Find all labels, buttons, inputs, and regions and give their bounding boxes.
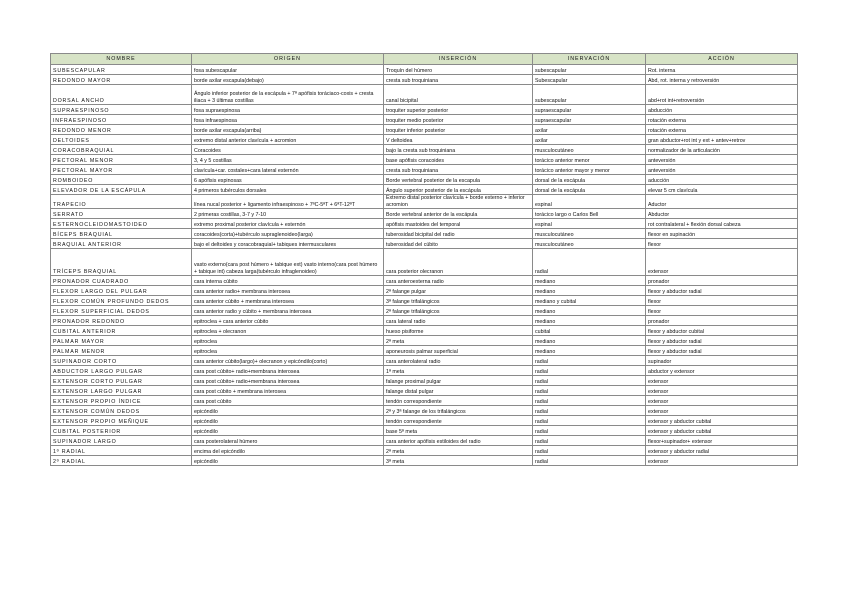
table-row bbox=[51, 336, 798, 346]
cell-nombre: ELEVADOR DE LA ESCÁPULA bbox=[51, 185, 192, 195]
cell-insercion: Borde vertebral anterior de la escápula bbox=[384, 209, 533, 219]
header-accion: ACCIÓN bbox=[646, 54, 798, 65]
cell-insercion: cara posterior olecranon bbox=[384, 249, 533, 276]
cell-inervacion: subescapular bbox=[533, 85, 646, 105]
cell-nombre: TRAPECIO bbox=[51, 195, 192, 209]
table-row bbox=[51, 195, 798, 209]
table-row bbox=[51, 366, 798, 376]
cell-accion: extensor bbox=[646, 249, 798, 276]
cell-insercion: hueso pisiforme bbox=[384, 326, 533, 336]
cell-insercion: 3ª meta bbox=[384, 456, 533, 466]
table-row bbox=[51, 406, 798, 416]
cell-insercion: tendón correspondiente bbox=[384, 396, 533, 406]
cell-origen: 4 primeros tubérculos dorsales bbox=[192, 185, 384, 195]
header-row bbox=[51, 54, 798, 65]
cell-insercion: 2ª falange pulgar bbox=[384, 286, 533, 296]
header-origen: ORIGEN bbox=[192, 54, 384, 65]
cell-nombre: FLEXOR LARGO DEL PULGAR bbox=[51, 286, 192, 296]
table-row bbox=[51, 155, 798, 165]
cell-nombre: CORACOBRAQUIAL bbox=[51, 145, 192, 155]
cell-nombre: SUPINADOR LARGO bbox=[51, 436, 192, 446]
header-inervacion: INERVACIÓN bbox=[533, 54, 646, 65]
table-row bbox=[51, 456, 798, 466]
cell-inervacion: mediano bbox=[533, 276, 646, 286]
cell-nombre: FLEXOR SUPERFICIAL DEDOS bbox=[51, 306, 192, 316]
cell-insercion: falange distal pulgar bbox=[384, 386, 533, 396]
cell-origen: línea nucal posterior + ligamento infraespinoso + 7ªC-5ªT + 6ªT-12ªT bbox=[192, 195, 384, 209]
cell-inervacion: axilar bbox=[533, 125, 646, 135]
cell-inervacion: torácico largo o Carlos Bell bbox=[533, 209, 646, 219]
table-row bbox=[51, 306, 798, 316]
cell-origen: encima del epicóndilo bbox=[192, 446, 384, 456]
table-row bbox=[51, 145, 798, 155]
cell-inervacion: mediano bbox=[533, 316, 646, 326]
cell-accion: flexor+supinador+ extensor bbox=[646, 436, 798, 446]
cell-inervacion: Subescapular bbox=[533, 75, 646, 85]
cell-origen: epicóndilo bbox=[192, 456, 384, 466]
cell-nombre: EXTENSOR COMÚN DEDOS bbox=[51, 406, 192, 416]
cell-inervacion: radial bbox=[533, 366, 646, 376]
cell-accion: Abd, rot. interna y retroversión bbox=[646, 75, 798, 85]
cell-inervacion: espinal bbox=[533, 195, 646, 209]
cell-insercion: tendón correspondiente bbox=[384, 416, 533, 426]
cell-origen: extremo proximal posterior clavícula + esternón bbox=[192, 219, 384, 229]
cell-nombre: PRONADOR REDONDO bbox=[51, 316, 192, 326]
table-row bbox=[51, 446, 798, 456]
cell-inervacion: dorsal de la escápula bbox=[533, 175, 646, 185]
cell-nombre: EXTENSOR PROPIO ÍNDICE bbox=[51, 396, 192, 406]
cell-inervacion: radial bbox=[533, 356, 646, 366]
cell-origen: extremo distal anterior clavícula + acromion bbox=[192, 135, 384, 145]
cell-accion: Abductor bbox=[646, 209, 798, 219]
cell-nombre: FLEXOR COMÚN PROFUNDO DEDOS bbox=[51, 296, 192, 306]
cell-inervacion: torácico anterior mayor y menor bbox=[533, 165, 646, 175]
cell-origen: borde axilar escapula(debajo) bbox=[192, 75, 384, 85]
cell-nombre: REDONDO MAYOR bbox=[51, 75, 192, 85]
cell-nombre: REDONDO MENOR bbox=[51, 125, 192, 135]
cell-origen: Ángulo inferior posterior de la escápula + 7ª apófisis toráciaco-coxis + cresta iliaca + 3 últimas costillas bbox=[192, 85, 384, 105]
cell-insercion: canal bicipital bbox=[384, 85, 533, 105]
cell-origen: coracoides(corta)+tubérculo supraglenoideo(larga) bbox=[192, 229, 384, 239]
cell-origen: epitroclea + olecranon bbox=[192, 326, 384, 336]
cell-insercion: 2ª meta bbox=[384, 336, 533, 346]
table-row bbox=[51, 115, 798, 125]
cell-inervacion: radial bbox=[533, 416, 646, 426]
cell-inervacion: musculocutáneo bbox=[533, 239, 646, 249]
table-row bbox=[51, 416, 798, 426]
cell-accion: Rot. interna bbox=[646, 65, 798, 75]
cell-origen: epicóndilo bbox=[192, 426, 384, 436]
cell-insercion: apófisis mastoides del temporal bbox=[384, 219, 533, 229]
cell-insercion: cara lateral radio bbox=[384, 316, 533, 326]
cell-nombre: ABDUCTOR LARGO PULGAR bbox=[51, 366, 192, 376]
cell-origen: cara anterior cúbito(largo)+ olecranon y epicóndilo(corto) bbox=[192, 356, 384, 366]
cell-insercion: cara anteroexterna radio bbox=[384, 276, 533, 286]
cell-nombre: PALMAR MAYOR bbox=[51, 336, 192, 346]
cell-nombre: BÍCEPS BRAQUIAL bbox=[51, 229, 192, 239]
cell-origen: cara post cúbito+ radio+membrana interosea bbox=[192, 366, 384, 376]
cell-insercion: V deltoidea bbox=[384, 135, 533, 145]
cell-inervacion: radial bbox=[533, 426, 646, 436]
table-row bbox=[51, 239, 798, 249]
cell-nombre: CUBITAL ANTERIOR bbox=[51, 326, 192, 336]
cell-accion: extensor bbox=[646, 376, 798, 386]
cell-insercion: cara anterior apófisis estiloides del radio bbox=[384, 436, 533, 446]
cell-origen: fosa subescapular bbox=[192, 65, 384, 75]
cell-inervacion: radial bbox=[533, 446, 646, 456]
cell-nombre: SUPRAESPINOSO bbox=[51, 105, 192, 115]
cell-accion: rotación externa bbox=[646, 115, 798, 125]
cell-nombre: DELTOIDES bbox=[51, 135, 192, 145]
table-row bbox=[51, 135, 798, 145]
cell-insercion: base 5ª meta bbox=[384, 426, 533, 436]
table-row bbox=[51, 276, 798, 286]
header-insercion: INSERCIÓN bbox=[384, 54, 533, 65]
table-row bbox=[51, 376, 798, 386]
cell-origen: cara posterolateral húmero bbox=[192, 436, 384, 446]
cell-insercion: bajo la cresta sub troquiniana bbox=[384, 145, 533, 155]
cell-accion: extensor y abductor cubital bbox=[646, 416, 798, 426]
cell-origen: clavícula+car. costales+cara lateral esternón bbox=[192, 165, 384, 175]
cell-accion: extensor bbox=[646, 406, 798, 416]
cell-inervacion: torácico anterior menor bbox=[533, 155, 646, 165]
table-row bbox=[51, 396, 798, 406]
cell-inervacion: radial bbox=[533, 456, 646, 466]
cell-inervacion: mediano bbox=[533, 306, 646, 316]
cell-nombre: SERRATO bbox=[51, 209, 192, 219]
cell-origen: epicóndilo bbox=[192, 406, 384, 416]
cell-origen: Coracoides bbox=[192, 145, 384, 155]
cell-nombre: PECTORAL MENOR bbox=[51, 155, 192, 165]
cell-origen: cara post cúbito+ radio+membrana interosea bbox=[192, 376, 384, 386]
cell-origen: fosa supraespinosa bbox=[192, 105, 384, 115]
cell-origen: cara anterior radio y cúbito + membrana interosea bbox=[192, 306, 384, 316]
cell-nombre: EXTENSOR PROPIO MEÑIQUE bbox=[51, 416, 192, 426]
table-row bbox=[51, 175, 798, 185]
table-body bbox=[51, 65, 798, 466]
cell-insercion: Extremo distal posterior clavícula + borde externo + inferior acromion bbox=[384, 195, 533, 209]
cell-inervacion: radial bbox=[533, 376, 646, 386]
cell-accion: anteversión bbox=[646, 165, 798, 175]
cell-origen: vasto externo(cara post húmero + tabique ext) vasto interno(cara post húmero + tabique int) cabeza larga(tubérculo infraglenoideo) bbox=[192, 249, 384, 276]
cell-inervacion: mediano y cubital bbox=[533, 296, 646, 306]
cell-insercion: base apófisis coracoides bbox=[384, 155, 533, 165]
table-row bbox=[51, 185, 798, 195]
cell-origen: epicóndilo bbox=[192, 416, 384, 426]
cell-accion: flexor bbox=[646, 306, 798, 316]
cell-inervacion: subescapular bbox=[533, 65, 646, 75]
cell-insercion: tuberosidad bicipital del radio bbox=[384, 229, 533, 239]
spreadsheet-page bbox=[50, 53, 797, 466]
cell-origen: cara anterior cúbito + membrana interosea bbox=[192, 296, 384, 306]
table-row bbox=[51, 249, 798, 276]
cell-nombre: PRONADOR CUADRADO bbox=[51, 276, 192, 286]
table-row bbox=[51, 105, 798, 115]
cell-inervacion: musculocutáneo bbox=[533, 145, 646, 155]
cell-inervacion: dorsal de la escápula bbox=[533, 185, 646, 195]
cell-insercion: 2ª meta bbox=[384, 446, 533, 456]
cell-insercion: 1ª meta bbox=[384, 366, 533, 376]
cell-inervacion: supraescapular bbox=[533, 115, 646, 125]
cell-accion: normalizador de la articulación bbox=[646, 145, 798, 155]
table-row bbox=[51, 286, 798, 296]
cell-inervacion: espinal bbox=[533, 219, 646, 229]
cell-nombre: EXTENSOR LARGO PULGAR bbox=[51, 386, 192, 396]
cell-insercion: 2ª y 3ª falange de los trifalángicos bbox=[384, 406, 533, 416]
cell-nombre: INFRAESPINOSO bbox=[51, 115, 192, 125]
cell-nombre: CUBITAL POSTERIOR bbox=[51, 426, 192, 436]
table-row bbox=[51, 75, 798, 85]
muscle-table bbox=[50, 53, 798, 466]
cell-nombre: 1º RADIAL bbox=[51, 446, 192, 456]
cell-accion: aducción bbox=[646, 175, 798, 185]
cell-accion: supinador bbox=[646, 356, 798, 366]
cell-origen: 3, 4 y 5 costillas bbox=[192, 155, 384, 165]
cell-origen: cara post cúbito + membrana interosea bbox=[192, 386, 384, 396]
cell-inervacion: radial bbox=[533, 386, 646, 396]
cell-accion: extensor bbox=[646, 396, 798, 406]
table-row bbox=[51, 326, 798, 336]
cell-origen: epitroclea bbox=[192, 336, 384, 346]
cell-accion: pronador bbox=[646, 316, 798, 326]
cell-origen: cara anterior radio+ membrana interosea bbox=[192, 286, 384, 296]
cell-origen: 6 apófisis espinosas bbox=[192, 175, 384, 185]
cell-accion: flexor y abductor radial bbox=[646, 286, 798, 296]
cell-nombre: DORSAL ANCHO bbox=[51, 85, 192, 105]
cell-insercion: 3ª falange trifalángicos bbox=[384, 296, 533, 306]
cell-insercion: Troquín del húmero bbox=[384, 65, 533, 75]
cell-accion: extensor y abductor radial bbox=[646, 446, 798, 456]
cell-accion: extensor bbox=[646, 386, 798, 396]
cell-nombre: ROMBOIDEO bbox=[51, 175, 192, 185]
cell-accion: Aductor bbox=[646, 195, 798, 209]
table-row bbox=[51, 209, 798, 219]
cell-inervacion: supraescapular bbox=[533, 105, 646, 115]
cell-origen: borde axilar escapula(arriba) bbox=[192, 125, 384, 135]
cell-accion: rot contralateral + flexión dorsal cabeza bbox=[646, 219, 798, 229]
cell-insercion: Borde vertebral posterior de la escapula bbox=[384, 175, 533, 185]
cell-inervacion: mediano bbox=[533, 346, 646, 356]
cell-origen: cara post cúbito bbox=[192, 396, 384, 406]
cell-inervacion: radial bbox=[533, 406, 646, 416]
cell-inervacion: axilar bbox=[533, 135, 646, 145]
cell-accion: flexor y abductor radial bbox=[646, 346, 798, 356]
cell-insercion: aponeurosis palmar superficial bbox=[384, 346, 533, 356]
cell-insercion: cresta sub troquiniana bbox=[384, 165, 533, 175]
cell-nombre: SUBESCAPULAR bbox=[51, 65, 192, 75]
cell-insercion: Ángulo superior posterior de la escápula bbox=[384, 185, 533, 195]
cell-inervacion: radial bbox=[533, 249, 646, 276]
cell-inervacion: radial bbox=[533, 436, 646, 446]
table-row bbox=[51, 356, 798, 366]
cell-accion: abd+rot int+retroversión bbox=[646, 85, 798, 105]
cell-accion: gran abductor+rot int y ext + antev+retrov bbox=[646, 135, 798, 145]
cell-accion: elevar 5 cm clavícula bbox=[646, 185, 798, 195]
cell-accion: pronador bbox=[646, 276, 798, 286]
table-row bbox=[51, 85, 798, 105]
cell-nombre: EXTENSOR CORTO PULGAR bbox=[51, 376, 192, 386]
cell-accion: anteversión bbox=[646, 155, 798, 165]
cell-accion: flexor bbox=[646, 239, 798, 249]
cell-inervacion: musculocutáneo bbox=[533, 229, 646, 239]
cell-insercion: tuberosidad del cúbito bbox=[384, 239, 533, 249]
cell-nombre: PECTORAL MAYOR bbox=[51, 165, 192, 175]
cell-origen: bajo el deltoides y coracobraquial+ tabiques intermusculares bbox=[192, 239, 384, 249]
table-row bbox=[51, 229, 798, 239]
table-row bbox=[51, 219, 798, 229]
cell-inervacion: mediano bbox=[533, 286, 646, 296]
table-row bbox=[51, 316, 798, 326]
cell-origen: cara interna cúbito bbox=[192, 276, 384, 286]
cell-nombre: ESTERNOCLEIDOMASTOIDEO bbox=[51, 219, 192, 229]
cell-origen: epitroclea + cara anterior cúbito bbox=[192, 316, 384, 326]
cell-insercion: falange proximal pulgar bbox=[384, 376, 533, 386]
cell-insercion: troquiter medio posterior bbox=[384, 115, 533, 125]
cell-insercion: troquiter inferior posterior bbox=[384, 125, 533, 135]
cell-nombre: BRAQUIAL ANTERIOR bbox=[51, 239, 192, 249]
table-row bbox=[51, 426, 798, 436]
cell-accion: flexor en supinación bbox=[646, 229, 798, 239]
cell-nombre: 2º RADIAL bbox=[51, 456, 192, 466]
table-row bbox=[51, 436, 798, 446]
cell-accion: extensor bbox=[646, 456, 798, 466]
table-row bbox=[51, 386, 798, 396]
cell-origen: fosa infraespinosa bbox=[192, 115, 384, 125]
cell-inervacion: cubital bbox=[533, 326, 646, 336]
table-row bbox=[51, 165, 798, 175]
cell-inervacion: mediano bbox=[533, 336, 646, 346]
cell-accion: abducción bbox=[646, 105, 798, 115]
cell-insercion: cresta sub troquiniana bbox=[384, 75, 533, 85]
cell-insercion: 2ª falange trifalángicos bbox=[384, 306, 533, 316]
table-row bbox=[51, 125, 798, 135]
header-nombre: NOMBRE bbox=[51, 54, 192, 65]
cell-accion: flexor y abductor radial bbox=[646, 336, 798, 346]
cell-accion: flexor y abductor cubital bbox=[646, 326, 798, 336]
cell-insercion: troquiter superior posterior bbox=[384, 105, 533, 115]
cell-accion: rotación externa bbox=[646, 125, 798, 135]
cell-origen: 2 primeras costillas, 3-7 y 7-10 bbox=[192, 209, 384, 219]
table-row bbox=[51, 65, 798, 75]
cell-insercion: cara anterolateral radio bbox=[384, 356, 533, 366]
table-row bbox=[51, 346, 798, 356]
cell-nombre: SUPINADOR CORTO bbox=[51, 356, 192, 366]
cell-accion: abductor y extensor bbox=[646, 366, 798, 376]
cell-accion: extensor y abductor cubital bbox=[646, 426, 798, 436]
cell-nombre: PALMAR MENOR bbox=[51, 346, 192, 356]
cell-accion: flexor bbox=[646, 296, 798, 306]
table-row bbox=[51, 296, 798, 306]
cell-nombre: TRÍCEPS BRAQUIAL bbox=[51, 249, 192, 276]
cell-origen: epitroclea bbox=[192, 346, 384, 356]
cell-inervacion: radial bbox=[533, 396, 646, 406]
